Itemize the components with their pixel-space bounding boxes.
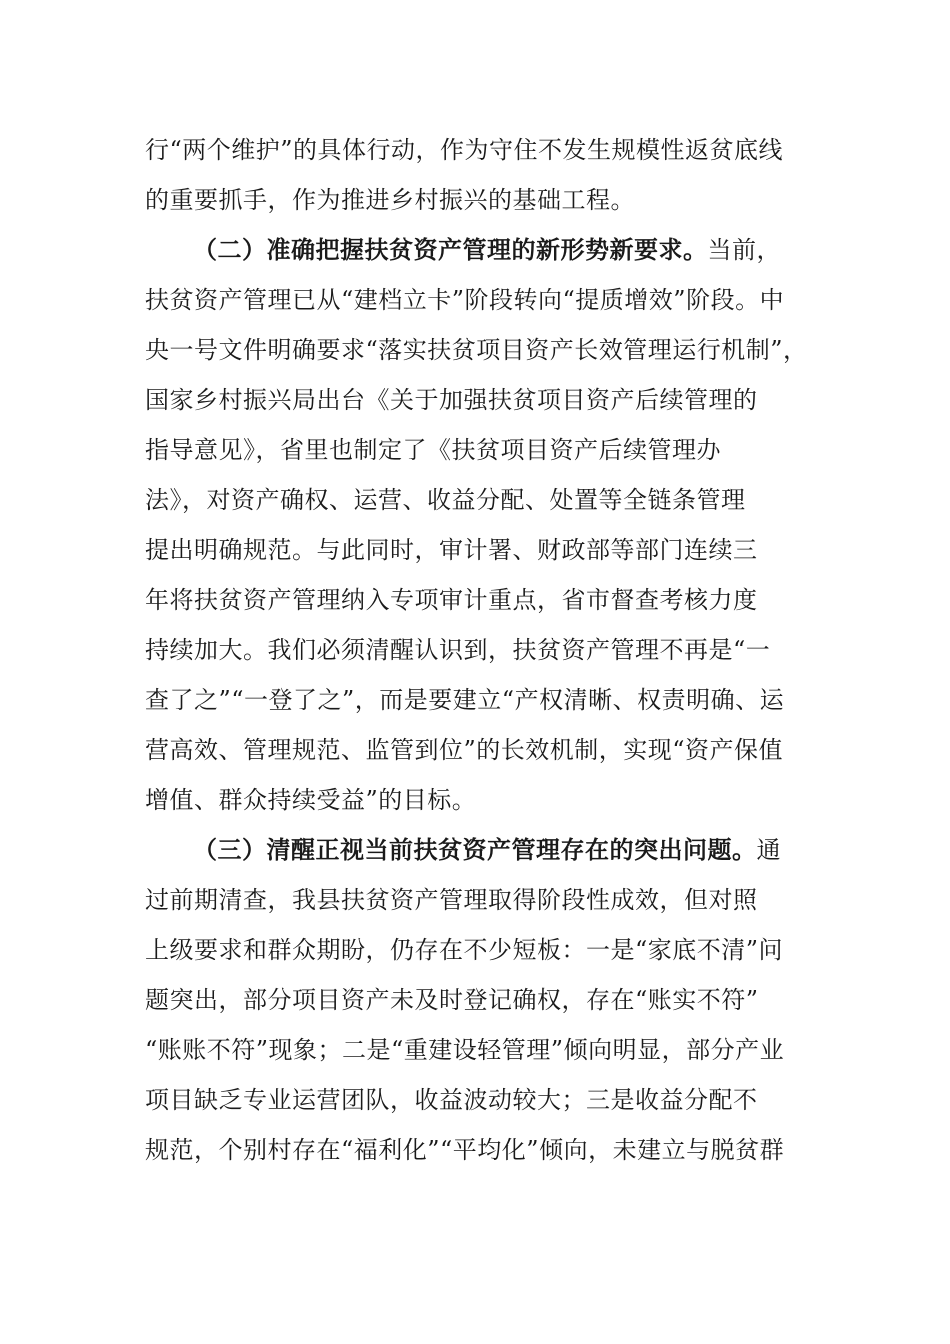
- paragraph-line: “账账不符”现象；二是“重建设轻管理”倾向明显，部分产业: [145, 1036, 785, 1064]
- paragraph-line: 央一号文件明确要求“落实扶贫项目资产长效管理运行机制”，: [145, 336, 808, 364]
- paragraph-line: 上级要求和群众期盼，仍存在不少短板：一是“家底不清”问: [145, 936, 784, 964]
- paragraph-line: 年将扶贫资产管理纳入专项审计重点，省市督查考核力度: [145, 586, 758, 614]
- paragraph-line: 国家乡村振兴局出台《关于加强扶贫项目资产后续管理的: [145, 386, 758, 414]
- paragraph-text: 当前，: [707, 236, 781, 264]
- paragraph-line: 的重要抓手，作为推进乡村振兴的基础工程。: [145, 186, 635, 214]
- paragraph-first-line: [193, 234, 781, 266]
- paragraph-line: 增值、群众持续受益”的目标。: [145, 786, 477, 814]
- paragraph-line: 扶贫资产管理已从“建档立卡”阶段转向“提质增效”阶段。中: [145, 286, 785, 314]
- paragraph-line: 持续加大。我们必须清醒认识到，扶贫资产管理不再是“一: [145, 636, 771, 664]
- paragraph-line: 营高效、管理规范、监管到位”的长效机制，实现“资产保值: [145, 736, 784, 764]
- paragraph-first-line: [193, 834, 781, 866]
- paragraph-line: 题突出，部分项目资产未及时登记确权，存在“账实不符”: [145, 986, 759, 1014]
- paragraph-line: 行“两个维护”的具体行动，作为守住不发生规模性返贫底线: [145, 136, 784, 164]
- paragraph-line: 过前期清查，我县扶贫资产管理取得阶段性成效，但对照: [145, 886, 758, 914]
- paragraph-line: 查了之”“一登了之”，而是要建立“产权清晰、权责明确、运: [145, 686, 785, 714]
- paragraph-line: 法》，对资产确权、运营、收益分配、处置等全链条管理: [145, 486, 746, 514]
- paragraph-text: 通: [756, 836, 781, 864]
- section-heading: （三）清醒正视当前扶贫资产管理存在的突出问题。: [193, 835, 757, 864]
- paragraph-line: 项目缺乏专业运营团队，收益波动较大；三是收益分配不: [145, 1086, 758, 1114]
- paragraph-line: 指导意见》，省里也制定了《扶贫项目资产后续管理办: [145, 436, 721, 464]
- paragraph-line: 提出明确规范。与此同时，审计署、财政部等部门连续三: [145, 536, 758, 564]
- section-heading: （二）准确把握扶贫资产管理的新形势新要求。: [193, 235, 708, 264]
- paragraph-line: 规范，个别村存在“福利化”“平均化”倾向，未建立与脱贫群: [145, 1136, 785, 1164]
